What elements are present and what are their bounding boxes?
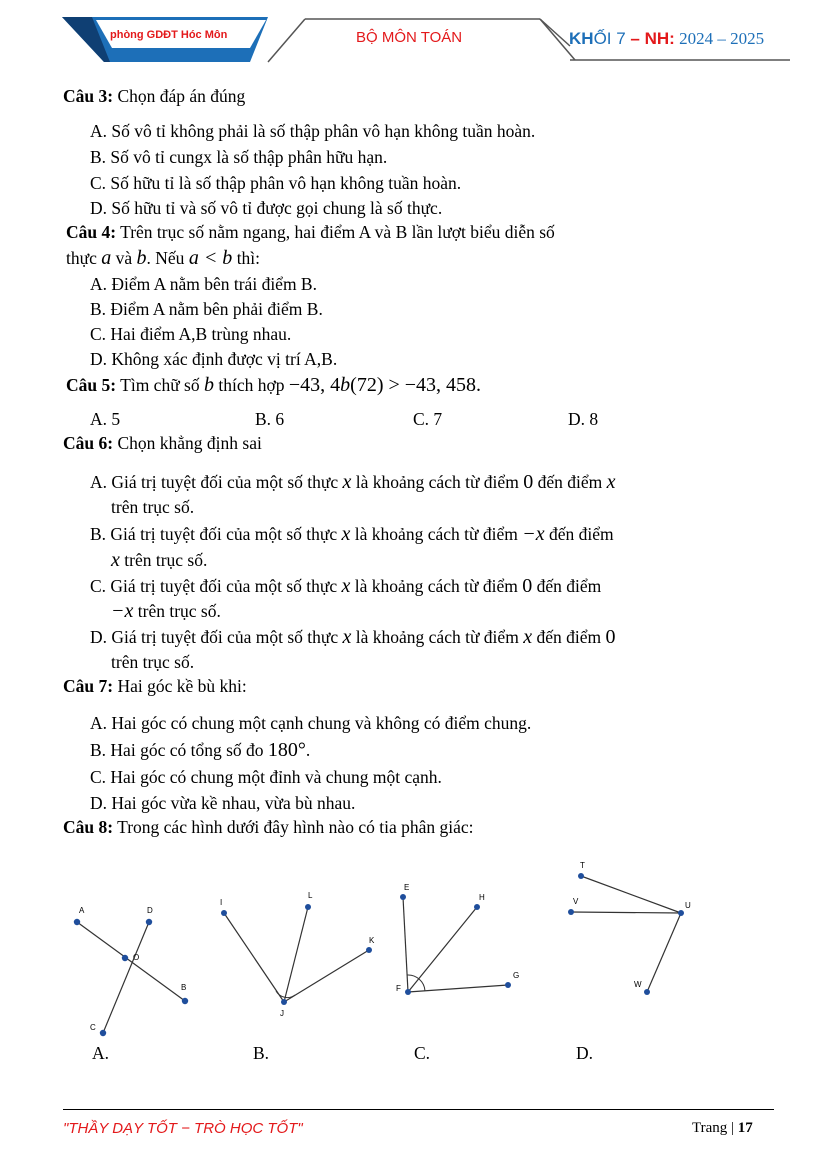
q6-text: là khoảng cách từ điểm	[350, 576, 523, 596]
figure-a	[74, 906, 188, 1036]
q6-var: −x	[111, 600, 134, 622]
figure-c-label: G	[513, 971, 520, 980]
figure-b-label: L	[308, 891, 313, 900]
q7-option-d: D. Hai góc vừa kề nhau, vừa bù nhau.	[90, 793, 356, 813]
footer-page	[692, 1120, 753, 1137]
q6-text: B. Giá trị tuyệt đối của một số thực	[90, 524, 342, 544]
q3-option-a: A. Số vô tỉ không phải là số thập phân vô hạn không tuần hoàn.	[90, 121, 536, 141]
q3-prompt: Chọn đáp án đúng	[113, 86, 246, 106]
figure-c-caption: C.	[414, 1043, 431, 1063]
q6-text: là khoảng cách từ điểm	[351, 627, 524, 647]
q6-text: đến điểm	[532, 627, 606, 647]
q6-var: 0	[605, 626, 616, 648]
figure-d-caption: D.	[576, 1043, 594, 1063]
footer-motto: "THẦY DẠY TỐT − TRÒ HỌC TỐT"	[63, 1120, 303, 1137]
q6-prompt: Chọn khẳng định sai	[113, 433, 262, 453]
q6-text: đến điểm	[544, 524, 614, 544]
q5-title: Câu 5:	[66, 375, 117, 395]
figure-b-label: I	[220, 898, 223, 907]
q3-option-c: C. Số hữu tỉ là số thập phân vô hạn không tuần hoàn.	[90, 173, 462, 193]
q6-text: là khoảng cách từ điểm	[350, 524, 523, 544]
grade-rest: ỐI 7	[593, 29, 626, 48]
figure-a-caption: A.	[92, 1043, 110, 1063]
q6-text: là khoảng cách từ điểm	[351, 472, 524, 492]
q5-expression: −43, 4	[288, 374, 341, 396]
q7-prompt: Hai góc kề bù khi:	[113, 676, 247, 696]
q6-var: x	[342, 626, 352, 648]
q6-option-c-line1	[90, 575, 601, 598]
q4-text: và	[111, 248, 137, 268]
q4-var-a: a	[101, 247, 112, 269]
q6-var: 0	[523, 471, 534, 493]
q7-text: B. Hai góc có tổng số đo	[90, 740, 268, 760]
q8-heading	[63, 817, 474, 838]
q5-option-d: D. 8	[568, 409, 599, 429]
q4-option-d: D. Không xác định được vị trí A,B.	[90, 349, 338, 369]
q6-var: 0	[522, 575, 533, 597]
q8-prompt: Trong các hình dưới đây hình nào có tia phân giác:	[113, 817, 474, 837]
q5-heading	[66, 374, 481, 397]
q4-title: Câu 4:	[66, 222, 117, 242]
q7-option-b	[90, 739, 310, 762]
school-year: 2024 – 2025	[674, 29, 765, 48]
q5-expression: (72) > −43, 458.	[350, 374, 482, 396]
q5-option-b: B. 6	[255, 409, 285, 429]
q7-heading	[63, 676, 247, 697]
q7-option-a: A. Hai góc có chung một cạnh chung và không có điểm chung.	[90, 713, 532, 733]
q7-title: Câu 7:	[63, 676, 114, 696]
q4-option-a: A. Điểm A nằm bên trái điểm B.	[90, 274, 317, 294]
figure-d-label: V	[573, 897, 579, 906]
q6-text: C. Giá trị tuyệt đối của một số thực	[90, 576, 342, 596]
grade-kh: KH	[569, 29, 594, 48]
grade-dash: –	[625, 29, 645, 48]
header-subject: BỘ MÔN TOÁN	[356, 29, 463, 46]
figure-c-label: H	[479, 893, 485, 902]
q4-heading	[66, 222, 555, 243]
header-grade-year	[569, 29, 764, 49]
q3-option-d: D. Số hữu tỉ và số vô tỉ được gọi chung là số thực.	[90, 198, 443, 218]
q6-text: D. Giá trị tuyệt đối của một số thực	[90, 627, 343, 647]
q5-text: Tìm chữ số	[116, 375, 204, 395]
q4-text: thực	[66, 248, 102, 268]
figure-b-caption: B.	[253, 1043, 270, 1063]
page-number: 17	[737, 1120, 753, 1136]
q6-var: x	[523, 626, 533, 648]
q4-text: . Nếu	[146, 248, 189, 268]
q6-option-b-line2	[111, 549, 207, 572]
figure-a-label: A	[79, 906, 85, 915]
figure-b-label: K	[369, 936, 375, 945]
q6-var: x	[341, 523, 351, 545]
q3-title: Câu 3:	[63, 86, 114, 106]
figure-d-label: W	[634, 980, 642, 989]
q4-condition: a < b	[188, 247, 233, 269]
q6-option-a-line2: trên trục số.	[111, 497, 195, 517]
year-label: NH:	[644, 29, 675, 48]
figure-c	[396, 883, 519, 995]
figure-b	[220, 891, 375, 1018]
q6-heading	[63, 433, 262, 454]
q7-text: .	[305, 740, 311, 760]
q5-var-b: b	[204, 374, 214, 396]
q8-title: Câu 8:	[63, 817, 114, 837]
figure-c-label: F	[396, 984, 401, 993]
q5-expression-var: b	[340, 374, 351, 396]
q6-option-a-line1	[90, 471, 615, 494]
q6-var: x	[341, 575, 351, 597]
q4-option-c: C. Hai điểm A,B trùng nhau.	[90, 324, 292, 344]
q5-option-a: A. 5	[90, 409, 121, 429]
q3-heading	[63, 86, 245, 107]
q4-text: thì:	[232, 248, 261, 268]
q7-option-c: C. Hai góc có chung một đỉnh và chung một cạnh.	[90, 767, 442, 787]
page-header	[0, 0, 824, 80]
q5-option-c: C. 7	[413, 409, 443, 429]
q4-var-b: b	[136, 247, 147, 269]
figure-a-label: C	[90, 1023, 96, 1032]
figure-c-label: E	[404, 883, 410, 892]
footer-divider	[63, 1109, 774, 1110]
q5-text: thích hợp	[214, 375, 289, 395]
figure-d-label: T	[580, 861, 585, 870]
figure-a-label: D	[147, 906, 153, 915]
page-label: Trang |	[692, 1120, 738, 1136]
figure-d-label: U	[685, 901, 691, 910]
q6-title: Câu 6:	[63, 433, 114, 453]
q6-var: x	[606, 471, 616, 493]
q6-text: đến điểm	[533, 472, 607, 492]
q6-option-c-line2	[111, 600, 221, 623]
q6-option-d-line1	[90, 626, 615, 649]
q6-var: −x	[522, 523, 545, 545]
q3-option-b: B. Số vô tỉ cungx là số thập phân hữu hạn.	[90, 147, 388, 167]
q6-var: x	[111, 549, 120, 571]
q6-var: x	[342, 471, 352, 493]
q6-option-d-line2: trên trục số.	[111, 652, 195, 672]
q4-line2	[66, 247, 260, 270]
q4-line1: Trên trục số nằm ngang, hai điểm A và B lần lượt biểu diễn số	[116, 222, 555, 242]
header-brand: phòng GDĐT Hóc Môn	[110, 29, 228, 41]
q6-option-b-line1	[90, 523, 614, 546]
q7-degree: 180°	[267, 739, 306, 761]
figure-b-label: J	[280, 1009, 284, 1018]
figure-a-label: O	[133, 953, 140, 962]
q4-option-b: B. Điểm A nằm bên phải điểm B.	[90, 299, 323, 319]
q6-text: A. Giá trị tuyệt đối của một số thực	[90, 472, 343, 492]
q6-text: đến điểm	[532, 576, 602, 596]
figure-d	[568, 861, 691, 995]
q8-figures	[0, 850, 824, 1040]
q6-text: trên trục số.	[133, 601, 221, 621]
figure-a-label: B	[181, 983, 187, 992]
q6-text: trên trục số.	[119, 550, 208, 570]
